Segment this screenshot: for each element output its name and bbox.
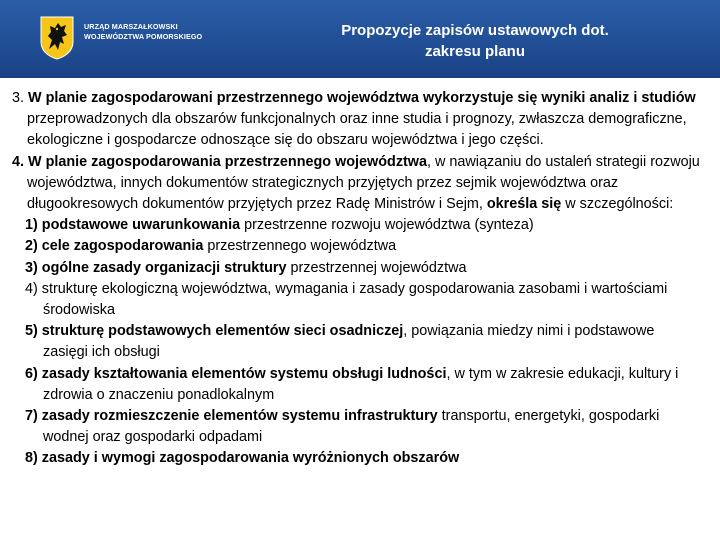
slide-content bbox=[12, 88, 702, 470]
paragraph-4-text: , w nawiązaniu do ustaleń strategii rozwoju województwa, innych dokumentów strategicznych przyjętych przez sejmik województwa oraz długookresowych dokumentów przyjętych przez Radę Ministrów i Sejm, bbox=[27, 153, 700, 213]
list-item-1 bbox=[12, 215, 702, 236]
paragraph-4-text-2: w szczególności: bbox=[561, 196, 674, 213]
list-item-3 bbox=[12, 258, 702, 279]
list-item-number: 7) bbox=[25, 408, 38, 425]
list-item-bold: podstawowe uwarunkowania bbox=[41, 217, 241, 234]
list-item-text: przestrzenne rozwoju województwa (synteza) bbox=[240, 217, 534, 234]
list-item-text: strukturę ekologiczną województwa, wymagania i zasady gospodarowania zasobami i wartościami środowiska bbox=[41, 280, 668, 319]
paragraph-4-bold: W planie zagospodarowania przestrzennego województwa bbox=[28, 153, 428, 170]
list-item-number: 6) bbox=[25, 365, 38, 382]
paragraph-4-number: 4. bbox=[12, 153, 25, 170]
list-item-5 bbox=[12, 321, 702, 363]
office-logo bbox=[40, 16, 250, 62]
list-item-bold: cele zagospodarowania bbox=[41, 238, 204, 255]
list-item-number: 5) bbox=[25, 323, 38, 340]
list-item-7 bbox=[12, 406, 702, 448]
list-item-number: 2) bbox=[25, 238, 38, 255]
list-item-number: 8) bbox=[25, 450, 38, 467]
paragraph-3-bold: W planie zagospodarowani przestrzennego województwa wykorzystuje się wyniki analiz i studiów bbox=[28, 90, 696, 106]
list-item-2 bbox=[12, 236, 702, 257]
logo-line-2: WOJEWÓDZTWA POMORSKIEGO bbox=[84, 32, 203, 41]
slide-title bbox=[270, 20, 680, 62]
list-item-bold: ogólne zasady organizacji struktury bbox=[41, 259, 287, 276]
list-item-number: 4) bbox=[25, 280, 38, 297]
list-item-text: przestrzennej województwa bbox=[286, 259, 467, 276]
list-item-6 bbox=[12, 364, 702, 406]
title-line-2: zakresu planu bbox=[424, 43, 526, 60]
list-item-number: 3) bbox=[25, 259, 38, 276]
list-item-bold: zasady rozmieszczenie elementów systemu infrastruktury bbox=[41, 408, 438, 425]
paragraph-4-bold-2: określa się bbox=[486, 196, 562, 213]
paragraph-4 bbox=[12, 152, 702, 216]
list-item-text: transportu, energetyki, gospodarki wodnej oraz gospodarki odpadami bbox=[43, 408, 660, 446]
list-item-bold: strukturę podstawowych elementów sieci osadniczej bbox=[41, 323, 404, 340]
list-item-text: , w tym w zakresie edukacji, kultury i zdrowia o znaczeniu ponadlokalnym bbox=[43, 365, 679, 403]
list-item-bold: zasady i wymogi zagospodarowania wyróżnionych obszarów bbox=[41, 450, 460, 467]
title-line-1: Propozycje zapisów ustawowych dot. bbox=[341, 22, 609, 39]
paragraph-3-number: 3. bbox=[12, 90, 25, 106]
list-item-number: 1) bbox=[25, 217, 38, 234]
griffin-crest-icon bbox=[40, 16, 74, 60]
list-item-4 bbox=[12, 279, 702, 321]
header-bar bbox=[0, 0, 720, 78]
list-item-text: , powiązania miedzy nimi i podstawowe zasięgi ich obsługi bbox=[43, 323, 655, 361]
logo-line-1: URZĄD MARSZAŁKOWSKI bbox=[84, 22, 178, 31]
list-item-text: przestrzennego województwa bbox=[203, 238, 397, 255]
list-item-bold: zasady kształtowania elementów systemu obsługi ludności bbox=[41, 365, 447, 382]
list-item-8 bbox=[12, 448, 702, 469]
paragraph-3 bbox=[12, 88, 702, 152]
paragraph-3-text: przeprowadzonych dla obszarów funkcjonalnych oraz inne studia i prognozy, zwłaszcza demograficzne, ekologiczne i gospodarcze odnoszące się do obszaru województwa i jego części. bbox=[27, 111, 687, 149]
